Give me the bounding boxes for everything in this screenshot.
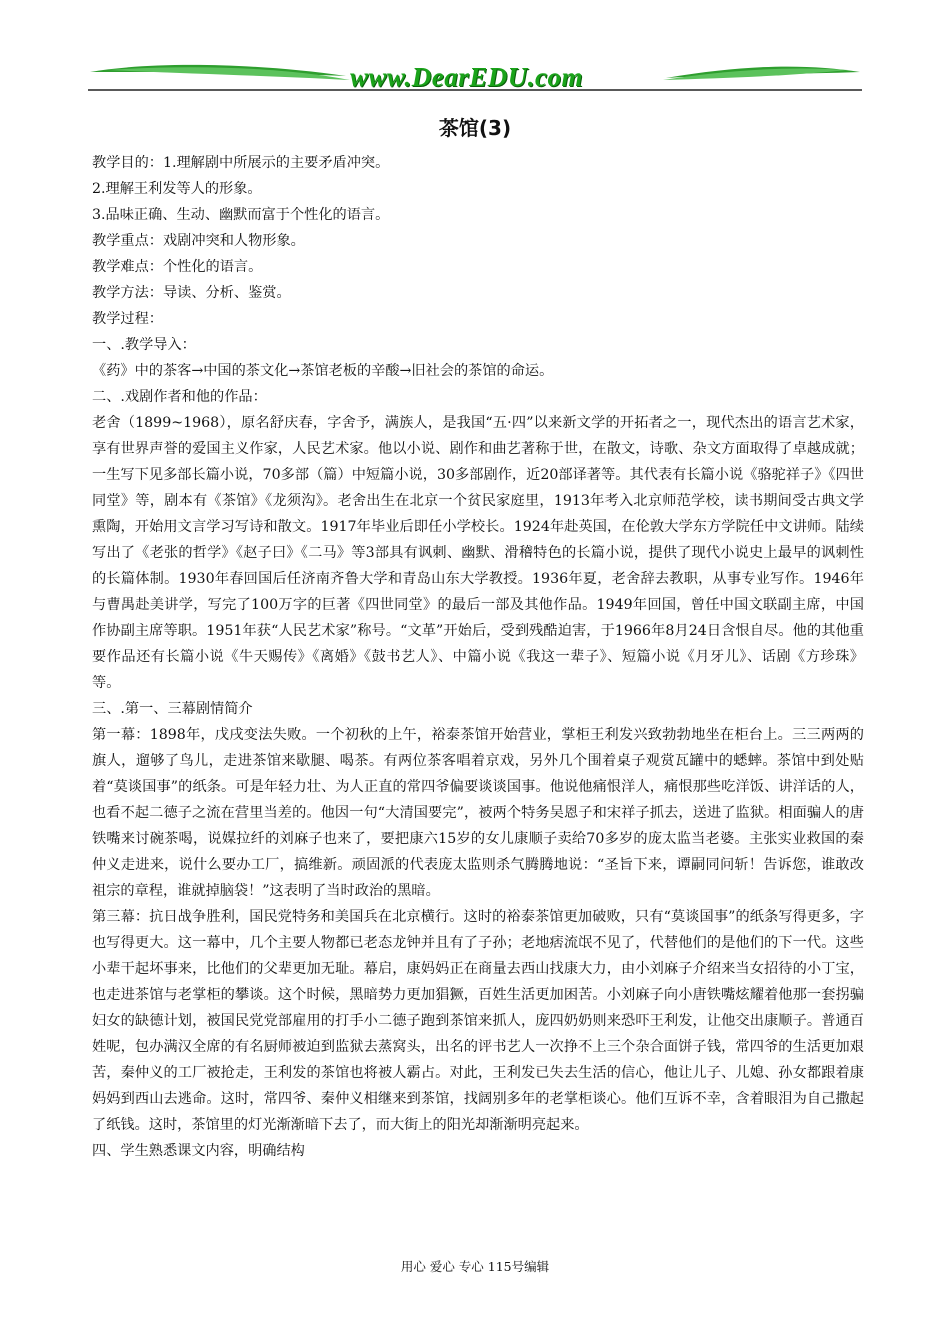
section-3-heading: 三、.第一、三幕剧情简介 (92, 701, 253, 717)
site-header (88, 58, 862, 98)
process-heading: 教学过程： (92, 311, 163, 327)
focus-line: 教学重点：戏剧冲突和人物形象。 (92, 233, 305, 249)
document-body (92, 150, 864, 1164)
objective-line-2: 2.理解王利发等人的形象。 (92, 181, 262, 197)
intro-line: 《药》中的茶客→中国的茶文化→茶馆老板的辛酸→旧社会的茶馆的命运。 (92, 363, 554, 379)
objective-line-1: 教学目的：1.理解剧中所展示的主要矛盾冲突。 (92, 155, 390, 171)
act-1-paragraph: 第一幕：1898年，戊戌变法失败。一个初秋的上午，裕泰茶馆开始营业，掌柜王利发兴致勃勃地坐在柜台上。三三两两的旗人，遛够了鸟儿，走进茶馆来歇腿、喝茶。有两位茶客唱着京戏，另外几个围着桌子观赏瓦罐中的蟋蟀。茶馆中到处贴着“莫谈国事”的纸条。可是年轻力壮、为人正直的常四爷偏要谈谈国事。他说他痛恨洋人，痛恨那些吃洋饭、讲洋话的人，也看不起二德子之流在营里当差的。他因一句“大清国要完”，被两个特务吴恩子和宋祥子抓去，送进了监狱。相面骗人的唐铁嘴来讨碗茶喝，说媒拉纤的刘麻子也来了，要把康六15岁的女儿康顺子卖给70多岁的庞太监当老婆。主张实业救国的秦仲义走进来，说什么要办工厂，搞维新。顽固派的代表庞太监则杀气腾腾地说：“圣旨下来，谭嗣同问斩！告诉您，谁敢改祖宗的章程，谁就掉脑袋！”这表明了当时政治的黑暗。 (92, 727, 864, 899)
page-footer: 用心 爱心 专心 115号编辑 (400, 1259, 550, 1274)
method-line: 教学方法：导读、分析、鉴赏。 (92, 285, 291, 301)
section-2-heading: 二、.戏剧作者和他的作品： (92, 389, 267, 405)
section-4-heading: 四、学生熟悉课文内容，明确结构 (92, 1143, 305, 1159)
section-1-heading: 一、.教学导入： (92, 337, 196, 353)
site-logo[interactable]: www.DearEDU.com (350, 62, 584, 92)
page-title: 茶馆(3) (438, 116, 512, 140)
author-paragraph: 老舍（1899~1968），原名舒庆春，字舍予，满族人，是我国“五·四”以来新文学的开拓者之一，现代杰出的语言艺术家，享有世界声誉的爱国主义作家，人民艺术家。他以小说、剧作和曲艺著称于世，在散文，诗歌、杂文方面取得了卓越成就；一生写下见多部长篇小说，70多部（篇）中短篇小说，30多部剧作，近20部译著等。其代表有长篇小说《骆驼祥子》《四世同堂》等，剧本有《茶馆》《龙须沟》。老舍出生在北京一个贫民家庭里，1913年考入北京师范学校，读书期间受古典文学熏陶，开始用文言学习写诗和散文。1917年毕业后即任小学校长。1924年赴英国，在伦敦大学东方学院任中文讲师。陆续写出了《老张的哲学》《赵子曰》《二马》等3部具有讽刺、幽默、滑稽特色的长篇小说，提供了现代小说史上最早的讽刺性的长篇体制。1930年春回国后任济南齐鲁大学和青岛山东大学教授。1936年夏，老舍辞去教职，从事专业写作。1946年与曹禺赴美讲学，写完了100万字的巨著《四世同堂》的最后一部及其他作品。1949年回国，曾任中国文联副主席，中国作协副主席等职。1951年获“人民艺术家”称号。“文革”开始后，受到残酷迫害，于1966年8月24日含恨自尽。他的其他重要作品还有长篇小说《牛天赐传》《离婚》《鼓书艺人》、中篇小说《我这一辈子》、短篇小说《月牙儿》、话剧《方珍珠》等。 (92, 415, 864, 691)
act-3-paragraph: 第三幕：抗日战争胜利，国民党特务和美国兵在北京横行。这时的裕泰茶馆更加破败，只有“莫谈国事”的纸条写得更多，字也写得更大。这一幕中，几个主要人物都已老态龙钟并且有了子孙；老地痞流氓不见了，代替他们的是他们的下一代。这些小辈干起坏事来，比他们的父辈更加无耻。幕启，康妈妈正在商量去西山找康大力，由小刘麻子介绍来当女招待的小丁宝，也走进茶馆与老掌柜的攀谈。这个时候，黑暗势力更加猖獗，百姓生活更加困苦。小刘麻子向小唐铁嘴炫耀着他那一套拐骗妇女的缺德计划，被国民党党部雇用的打手小二德子跑到茶馆来抓人，庞四奶奶则来恐吓王利发，让他交出康顺子。普通百姓呢，包办满汉全席的有名厨师被迫到监狱去蒸窝头，出名的评书艺人一次挣不上三个杂合面饼子钱，常四爷的生活更加艰苦，秦仲义的工厂被抢走，王利发的茶馆也将被人霸占。对此，王利发已失去生活的信心，他让儿子、儿媳、孙女都跟着康妈妈到西山去逃命。这时，常四爷、秦仲义相继来到茶馆，找阔别多年的老掌柜谈心。他们互诉不幸，含着眼泪为自己撒起了纸钱。这时，茶馆里的灯光渐渐暗下去了，而大街上的阳光却渐渐明亮起来。 (92, 909, 864, 1133)
difficulty-line: 教学难点：个性化的语言。 (92, 259, 263, 275)
objective-line-3: 3.品味正确、生动、幽默而富于个性化的语言。 (92, 207, 390, 223)
